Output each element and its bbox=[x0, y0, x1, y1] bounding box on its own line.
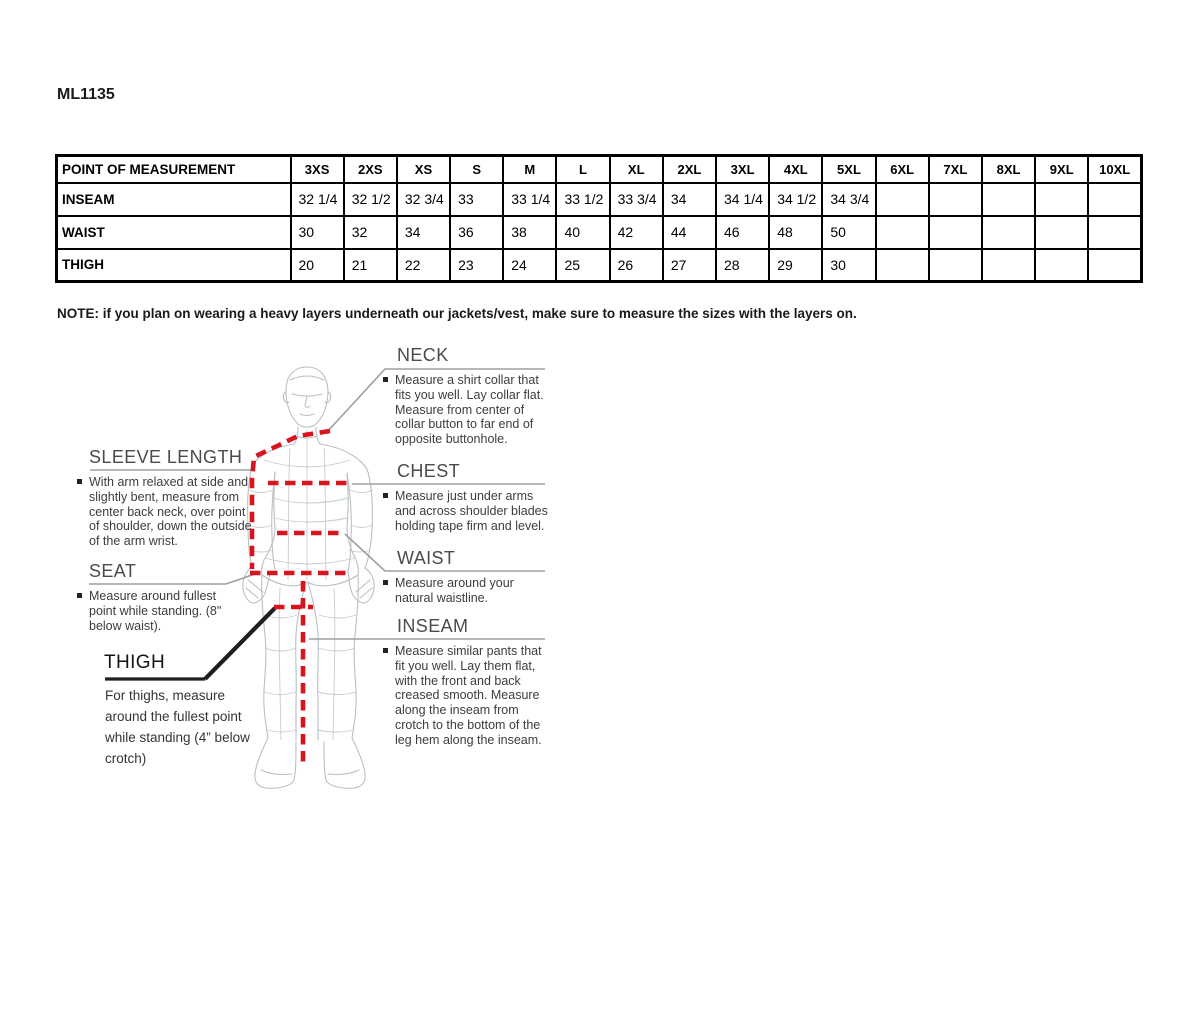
bullet-square-icon bbox=[77, 479, 82, 484]
inseam-cell: 32 3/4 bbox=[397, 183, 450, 216]
thigh-cell: 25 bbox=[556, 249, 609, 282]
neck-section-title: NECK bbox=[397, 345, 449, 365]
thigh-cell: 26 bbox=[610, 249, 663, 282]
column-header-s: S bbox=[450, 156, 503, 183]
thigh-cell: 21 bbox=[344, 249, 397, 282]
inseam-cell bbox=[1088, 183, 1141, 216]
column-header-5xl: 5XL bbox=[822, 156, 875, 183]
waist-cell: 30 bbox=[291, 216, 344, 249]
waist-cell bbox=[929, 216, 982, 249]
waist-cell: 34 bbox=[397, 216, 450, 249]
size-chart-header-row bbox=[57, 156, 1142, 183]
column-header-l: L bbox=[556, 156, 609, 183]
measurement-diagram bbox=[68, 340, 556, 800]
thigh-cell: 29 bbox=[769, 249, 822, 282]
row-label-waist: WAIST bbox=[57, 216, 291, 249]
inseam-cell bbox=[929, 183, 982, 216]
column-header-3xl: 3XL bbox=[716, 156, 769, 183]
thigh-cell: 27 bbox=[663, 249, 716, 282]
table-row-inseam bbox=[57, 183, 1142, 216]
thigh-cell: 22 bbox=[397, 249, 450, 282]
thigh-cell bbox=[982, 249, 1035, 282]
column-header-3xs: 3XS bbox=[291, 156, 344, 183]
inseam-cell: 34 bbox=[663, 183, 716, 216]
table-row-thigh bbox=[57, 249, 1142, 282]
neck-section-text: Measure a shirt collar that fits you well. Lay collar flat. Measure from center of collar button to far end of opposite buttonhole. bbox=[383, 373, 553, 447]
column-header-10xl: 10XL bbox=[1088, 156, 1141, 183]
thigh-cell: 24 bbox=[503, 249, 556, 282]
inseam-cell: 34 1/2 bbox=[769, 183, 822, 216]
inseam-cell bbox=[1035, 183, 1088, 216]
thigh-cell bbox=[1035, 249, 1088, 282]
seat-section-text: Measure around fullest point while standing. (8" below waist). bbox=[77, 589, 239, 633]
inseam-cell: 33 1/2 bbox=[556, 183, 609, 216]
inseam-section-title: INSEAM bbox=[397, 616, 469, 636]
thigh-cell bbox=[929, 249, 982, 282]
inseam-cell: 34 3/4 bbox=[822, 183, 875, 216]
note-text: NOTE: if you plan on wearing a heavy layers underneath our jackets/vest, make sure to measure the sizes with the layers on. bbox=[57, 306, 857, 321]
page-title: ML1135 bbox=[57, 86, 115, 103]
row-label-thigh: THIGH bbox=[57, 249, 291, 282]
sleeve-measure-line bbox=[252, 431, 330, 569]
inseam-cell: 32 1/2 bbox=[344, 183, 397, 216]
bullet-square-icon bbox=[383, 648, 388, 653]
thigh-cell: 20 bbox=[291, 249, 344, 282]
inseam-section-text: Measure similar pants that fit you well. Lay them flat, with the front and back creased smooth. Measure along the inseam from crotch to the bottom of the leg hem along the inseam. bbox=[383, 644, 553, 747]
size-chart-table bbox=[55, 154, 1143, 283]
column-header-8xl: 8XL bbox=[982, 156, 1035, 183]
thigh-cell: 28 bbox=[716, 249, 769, 282]
waist-cell: 44 bbox=[663, 216, 716, 249]
waist-cell bbox=[982, 216, 1035, 249]
column-header-4xl: 4XL bbox=[769, 156, 822, 183]
sleeve-length-section-title: SLEEVE LENGTH bbox=[89, 447, 243, 467]
waist-cell: 40 bbox=[556, 216, 609, 249]
thigh-section-text: For thighs, measure around the fullest point while standing (4” below crotch) bbox=[105, 688, 250, 766]
inseam-cell: 33 3/4 bbox=[610, 183, 663, 216]
thigh-cell bbox=[1088, 249, 1141, 282]
waist-cell bbox=[876, 216, 929, 249]
inseam-cell bbox=[982, 183, 1035, 216]
column-header-xs: XS bbox=[397, 156, 450, 183]
waist-cell: 50 bbox=[822, 216, 875, 249]
column-header-7xl: 7XL bbox=[929, 156, 982, 183]
thigh-cell: 30 bbox=[822, 249, 875, 282]
thigh-section-title: THIGH bbox=[104, 652, 166, 673]
column-header-2xs: 2XS bbox=[344, 156, 397, 183]
column-header-m: M bbox=[503, 156, 556, 183]
inseam-cell: 34 1/4 bbox=[716, 183, 769, 216]
bullet-square-icon bbox=[383, 493, 388, 498]
chest-section-text: Measure just under arms and across shoulder blades holding tape firm and level. bbox=[383, 489, 553, 533]
column-header-xl: XL bbox=[610, 156, 663, 183]
column-header-point-of-measurement: POINT OF MEASUREMENT bbox=[57, 156, 291, 183]
bullet-square-icon bbox=[77, 593, 82, 598]
inseam-cell: 33 bbox=[450, 183, 503, 216]
column-header-9xl: 9XL bbox=[1035, 156, 1088, 183]
inseam-cell: 33 1/4 bbox=[503, 183, 556, 216]
thigh-cell: 23 bbox=[450, 249, 503, 282]
bullet-square-icon bbox=[383, 377, 388, 382]
chest-section-title: CHEST bbox=[397, 461, 461, 481]
thigh-cell bbox=[876, 249, 929, 282]
sleeve-length-section-text: With arm relaxed at side and slightly bent, measure from center back neck, over point of shoulder, down the outside of the arm wrist. bbox=[77, 475, 257, 549]
seat-section-title: SEAT bbox=[89, 561, 137, 581]
waist-section-title: WAIST bbox=[397, 548, 456, 568]
waist-cell: 38 bbox=[503, 216, 556, 249]
bullet-square-icon bbox=[383, 580, 388, 585]
inseam-cell: 32 1/4 bbox=[291, 183, 344, 216]
inseam-cell bbox=[876, 183, 929, 216]
waist-cell: 32 bbox=[344, 216, 397, 249]
table-row-waist bbox=[57, 216, 1142, 249]
waist-cell: 36 bbox=[450, 216, 503, 249]
waist-section-text: Measure around your natural waistline. bbox=[383, 576, 553, 606]
row-label-inseam: INSEAM bbox=[57, 183, 291, 216]
waist-cell bbox=[1088, 216, 1141, 249]
waist-cell: 46 bbox=[716, 216, 769, 249]
column-header-6xl: 6XL bbox=[876, 156, 929, 183]
column-header-2xl: 2XL bbox=[663, 156, 716, 183]
measurement-lines bbox=[250, 431, 352, 762]
waist-cell: 42 bbox=[610, 216, 663, 249]
waist-cell: 48 bbox=[769, 216, 822, 249]
waist-cell bbox=[1035, 216, 1088, 249]
